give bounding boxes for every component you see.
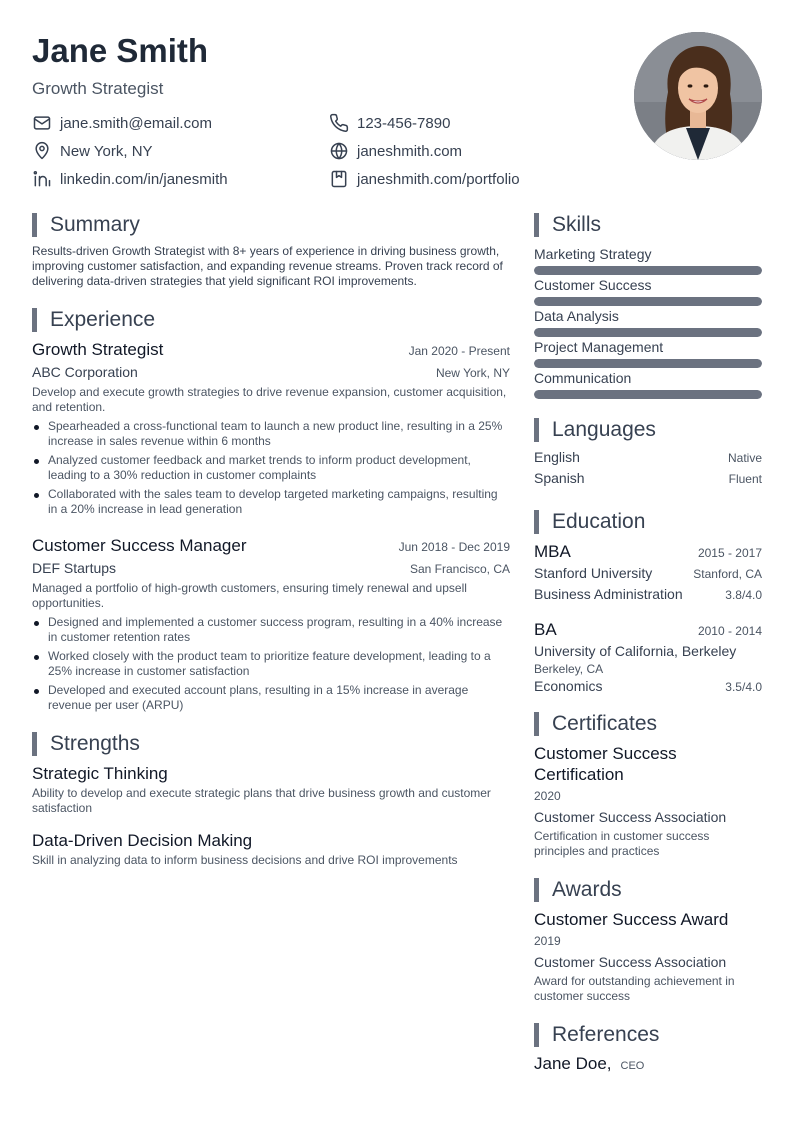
strength-title: Data-Driven Decision Making <box>32 831 253 850</box>
skill-name: Project Management <box>534 339 664 355</box>
contact-linkedin[interactable] <box>32 168 329 190</box>
job-title: Growth Strategist <box>32 340 164 359</box>
certificate-description: Certification in customer success principles and practices <box>534 829 710 858</box>
job-bullet: Spearheaded a cross-functional team to launch a new product line, resulting in a 25% increase in sales revenue within 6 months <box>32 419 510 449</box>
section-accent-bar <box>534 213 539 237</box>
portfolio-icon <box>329 169 349 189</box>
contact-email[interactable] <box>32 112 329 134</box>
degree: BA <box>534 620 557 639</box>
section-accent-bar <box>534 878 539 902</box>
job-entry <box>32 535 510 713</box>
contact-linkedin-text: linkedin.com/in/janesmith <box>60 170 228 188</box>
phone-icon <box>329 113 349 133</box>
gpa: 3.8/4.0 <box>725 588 762 602</box>
skill-level-bar <box>534 297 762 306</box>
contact-website[interactable] <box>329 140 592 162</box>
award-year: 2019 <box>534 934 561 948</box>
job-bullet: Worked closely with the product team to prioritize feature development, leading to a 25% increase in customer satisfaction <box>32 649 510 679</box>
section-accent-bar <box>32 213 37 237</box>
skill-level-fill <box>534 359 762 368</box>
skills-heading <box>534 212 762 238</box>
certificates-heading <box>534 711 762 737</box>
education-item <box>534 541 762 605</box>
section-accent-bar <box>32 308 37 332</box>
job-bullets <box>32 419 510 517</box>
certificate-org: Customer Success Association <box>534 809 727 825</box>
header <box>32 30 592 190</box>
reference-role: CEO <box>620 1060 645 1072</box>
education-location: Berkeley, CA <box>534 662 604 676</box>
candidate-title: Growth Strategist <box>32 79 164 98</box>
references-heading-label: References <box>552 1023 660 1046</box>
field-of-study: Business Administration <box>534 586 683 602</box>
contact-location <box>32 140 329 162</box>
skills-heading-label: Skills <box>552 213 602 236</box>
awards-heading-label: Awards <box>552 878 622 901</box>
languages-heading <box>534 417 762 443</box>
award-title: Customer Success Award <box>534 910 729 929</box>
education-location: Stanford, CA <box>693 567 762 581</box>
school: University of California, Berkeley <box>534 643 737 659</box>
contact-email-text: jane.smith@email.com <box>60 114 212 132</box>
job-bullet: Collaborated with the sales team to develop targeted marketing campaigns, resulting in a 20% increase in lead generation <box>32 487 510 517</box>
skill-level-bar <box>534 328 762 337</box>
section-accent-bar <box>534 510 539 534</box>
job-bullet: Developed and executed account plans, resulting in a 15% increase in average revenue per user (ARPU) <box>32 683 510 713</box>
certificates-section <box>534 711 762 859</box>
profile-photo <box>634 32 762 160</box>
contact-phone-text: 123-456-7890 <box>357 114 451 132</box>
strengths-heading-label: Strengths <box>50 732 140 755</box>
summary-text: Results-driven Growth Strategist with 8+ years of experience in driving business growth, improving customer satisfaction, and expanding revenue streams. Proven track record of delivering data-driven strategies that yield significant ROI improvements. <box>32 244 503 288</box>
job-company: DEF Startups <box>32 560 117 576</box>
skill-level-fill <box>534 390 762 399</box>
skill-level-bar <box>534 266 762 275</box>
languages-section <box>534 417 762 491</box>
certificate-year: 2020 <box>534 789 561 803</box>
reference-item <box>534 1054 762 1074</box>
references-section <box>534 1022 762 1074</box>
school: Stanford University <box>534 565 653 581</box>
location-pin-icon <box>32 141 52 161</box>
strengths-heading <box>32 731 510 757</box>
summary-heading-label: Summary <box>50 213 140 236</box>
skill-level-fill <box>534 266 762 275</box>
education-heading-label: Education <box>552 510 646 533</box>
left-column <box>32 212 510 882</box>
mail-icon <box>32 113 52 133</box>
field-of-study: Economics <box>534 678 603 694</box>
skill-level-fill <box>534 297 762 306</box>
job-bullet: Designed and implemented a customer success program, resulting in a 40% increase in customer retention rates <box>32 615 510 645</box>
skill-level-bar <box>534 359 762 368</box>
certificate-title: Customer Success Certification <box>534 744 677 784</box>
job-location: New York, NY <box>435 366 510 380</box>
job-description: Managed a portfolio of high-growth customers, ensuring timely renewal and upsell opportunities. <box>32 581 467 610</box>
experience-heading <box>32 307 510 333</box>
summary-heading <box>32 212 510 238</box>
strength-description: Skill in analyzing data to inform business decisions and drive ROI improvements <box>32 853 458 867</box>
reference-name: Jane Doe, <box>534 1054 612 1073</box>
job-bullets <box>32 615 510 713</box>
contact-location-text: New York, NY <box>60 142 153 160</box>
globe-icon <box>329 141 349 161</box>
skill-item <box>534 337 762 368</box>
section-accent-bar <box>534 418 539 442</box>
job-entry <box>32 339 510 517</box>
skill-name: Communication <box>534 370 632 386</box>
skills-section <box>534 212 762 399</box>
awards-section <box>534 877 762 1004</box>
job-bullet: Analyzed customer feedback and market trends to inform product development, leading to a 30% reduction in customer complaints <box>32 453 510 483</box>
contact-phone[interactable] <box>329 112 592 134</box>
section-accent-bar <box>534 1023 539 1047</box>
language-level: Fluent <box>728 472 762 486</box>
award-description: Award for outstanding achievement in customer success <box>534 974 735 1003</box>
contact-website-text: janeshmith.com <box>357 142 463 160</box>
awards-heading <box>534 877 762 903</box>
references-heading <box>534 1022 762 1048</box>
education-heading <box>534 509 762 535</box>
skill-item <box>534 368 762 399</box>
contact-portfolio-text: janeshmith.com/portfolio <box>357 170 520 188</box>
award-org: Customer Success Association <box>534 954 727 970</box>
job-description: Develop and execute growth strategies to drive revenue expansion, customer acquisition, and retention. <box>32 385 507 414</box>
languages-heading-label: Languages <box>552 418 656 441</box>
strengths-section <box>32 731 510 868</box>
linkedin-icon <box>32 169 52 189</box>
skill-item <box>534 306 762 337</box>
job-dates: Jun 2018 - Dec 2019 <box>398 540 510 554</box>
skill-level-bar <box>534 390 762 399</box>
education-years: 2015 - 2017 <box>697 546 762 560</box>
candidate-name: Jane Smith <box>32 32 209 69</box>
education-item <box>534 619 762 697</box>
language-item <box>534 470 762 491</box>
strength-item <box>32 763 510 816</box>
skill-item <box>534 244 762 275</box>
skill-level-fill <box>534 328 762 337</box>
strength-description: Ability to develop and execute strategic plans that drive business growth and customer satisfaction <box>32 786 491 815</box>
skill-name: Data Analysis <box>534 308 619 324</box>
job-company: ABC Corporation <box>32 364 138 380</box>
language-name: Spanish <box>534 470 585 486</box>
strength-item <box>32 830 510 868</box>
job-title: Customer Success Manager <box>32 536 247 555</box>
skill-name: Marketing Strategy <box>534 246 652 262</box>
education-years: 2010 - 2014 <box>697 624 762 638</box>
avatar <box>634 32 762 160</box>
summary-section <box>32 212 510 289</box>
skill-name: Customer Success <box>534 277 652 293</box>
section-accent-bar <box>32 732 37 756</box>
strength-title: Strategic Thinking <box>32 764 168 783</box>
right-column <box>534 212 762 1074</box>
skill-item <box>534 275 762 306</box>
experience-section <box>32 307 510 713</box>
contact-portfolio[interactable] <box>329 168 592 190</box>
degree: MBA <box>534 542 571 561</box>
job-dates: Jan 2020 - Present <box>408 344 510 358</box>
experience-heading-label: Experience <box>50 308 156 331</box>
education-section <box>534 509 762 697</box>
gpa: 3.5/4.0 <box>725 680 762 694</box>
section-accent-bar <box>534 712 539 736</box>
language-item <box>534 449 762 470</box>
language-level: Native <box>727 451 762 465</box>
job-location: San Francisco, CA <box>409 562 510 576</box>
certificates-heading-label: Certificates <box>552 712 658 735</box>
contact-list <box>32 112 592 190</box>
language-name: English <box>534 449 580 465</box>
